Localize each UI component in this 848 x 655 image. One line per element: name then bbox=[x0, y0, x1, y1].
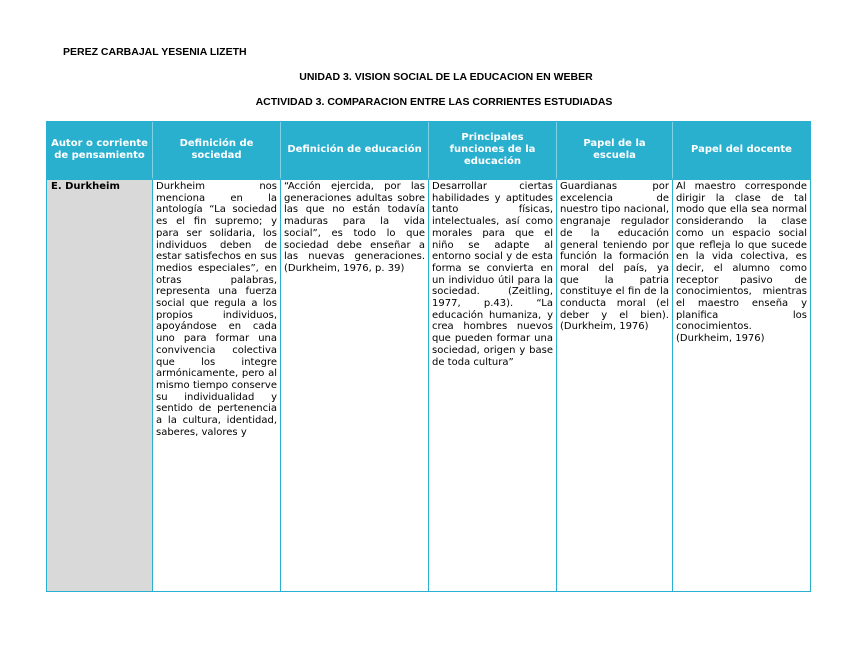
society-definition: Durkheim nos menciona en la antología “La sociedad es el fin supremo; y para ser solidaria, los individuos deben de estar satisfechos en sus medios especiales”, en otras palabras, representa una fuerza social que regula a los propios individuos, apoyándose en cada uno para formar una convivencia colectiva que los integre armónicamente, pero al mismo tiempo conserve su individualidad y sentido de pertenencia a la cultura, identidad, saberes, valores y bbox=[156, 181, 277, 438]
teacher-cell bbox=[673, 180, 810, 591]
school-cell bbox=[557, 180, 673, 591]
society-cell bbox=[153, 180, 281, 591]
school-role: Guardianas por excelencia de nuestro tipo nacional, engranaje regulador de la educación general teniendo por función la formación moral del país, ya que la patria constituye el fin de la conducta moral (el deber y el bien). (Durkheim, 1976) bbox=[560, 181, 669, 333]
column-header-author: Autor o corriente de pensamiento bbox=[47, 122, 153, 180]
column-header-teacher: Papel del docente bbox=[673, 122, 810, 180]
activity-title: ACTIVIDAD 3. COMPARACION ENTRE LAS CORRIENTES ESTUDIADAS bbox=[255, 96, 613, 108]
author-name: E. Durkheim bbox=[51, 181, 120, 192]
column-header-school: Papel de la escuela bbox=[557, 122, 673, 180]
column-header-functions: Principales funciones de la educación bbox=[429, 122, 557, 180]
education-definition: “Acción ejercida, por las generaciones adultas sobre las que no están todavía maduras para la vida social”, es todo lo que sociedad debe enseñar a las nuevas generaciones. (Durkheim, 1976, p. 39) bbox=[284, 181, 425, 274]
education-functions: Desarrollar ciertas habilidades y aptitudes tanto físicas, intelectuales, así como morales para que el niño se adapte al entorno social y de esta forma se convierta en un individuo útil para la sociedad. (Zeitling, 1977, p.43). “La educación humaniza, y crea hombres nuevos que pueden formar una sociedad, origen y base de toda cultura” bbox=[432, 181, 553, 368]
table-header-row bbox=[47, 122, 810, 180]
functions-cell bbox=[429, 180, 557, 591]
teacher-role: Al maestro corresponde dirigir la clase de tal modo que ella sea normal considerando la clase como un espacio social que refleja lo que sucede en la vida colectiva, es decir, el alumno como receptor pasivo de conocimientos, mientras el maestro enseña y planifica los conocimientos. (Durkheim, 1976) bbox=[676, 181, 807, 345]
unit-title: UNIDAD 3. VISION SOCIAL DE LA EDUCACION EN WEBER bbox=[299, 71, 593, 83]
education-cell bbox=[281, 180, 429, 591]
column-header-society: Definición de sociedad bbox=[153, 122, 281, 180]
student-name: PEREZ CARBAJAL YESENIA LIZETH bbox=[63, 46, 247, 58]
author-cell bbox=[47, 180, 153, 591]
column-header-education: Definición de educación bbox=[281, 122, 429, 180]
table-row bbox=[47, 180, 810, 591]
comparison-table bbox=[46, 121, 811, 592]
